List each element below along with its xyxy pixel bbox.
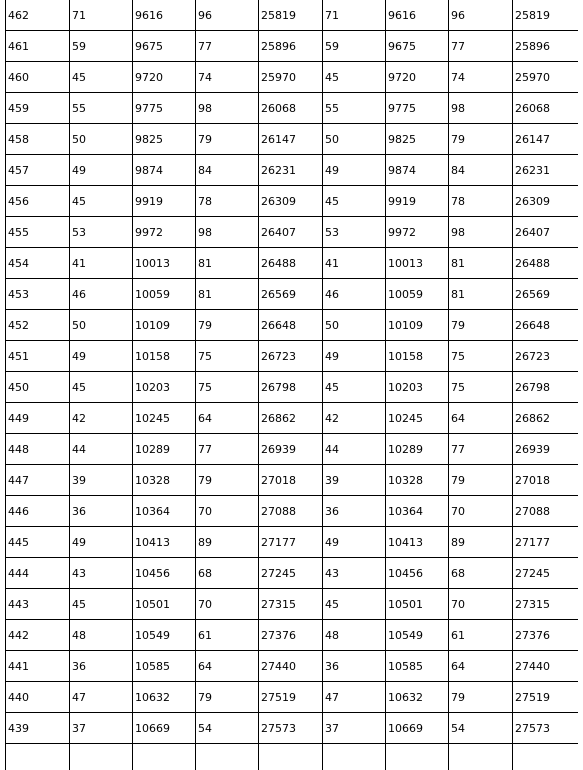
table-cell: 45: [70, 186, 133, 217]
table-cell: 10585: [386, 651, 449, 682]
table-cell: 49: [70, 527, 133, 558]
table-cell: 27177: [513, 527, 579, 558]
table-cell: 42: [323, 403, 386, 434]
table-cell: 10456: [133, 558, 196, 589]
table-cell: 10245: [386, 403, 449, 434]
table-cell: [6, 744, 70, 770]
table-cell: 10059: [133, 279, 196, 310]
table-cell: 9616: [386, 0, 449, 31]
table-cell: 64: [449, 651, 513, 682]
table-cell: 10632: [386, 682, 449, 713]
table-cell: 79: [449, 310, 513, 341]
table-cell: 70: [196, 496, 259, 527]
table-cell: 10632: [133, 682, 196, 713]
table-cell: 9675: [386, 31, 449, 62]
score-table: [5, 0, 578, 770]
table-cell: 26068: [513, 93, 579, 124]
table-cell: 9919: [133, 186, 196, 217]
table-cell: 81: [196, 248, 259, 279]
table-cell: 26231: [513, 155, 579, 186]
table-cell: 45: [70, 62, 133, 93]
table-cell: 10245: [133, 403, 196, 434]
table-cell: 64: [196, 403, 259, 434]
table-row: [6, 155, 579, 186]
table-cell: 43: [323, 558, 386, 589]
table-cell: 26723: [259, 341, 323, 372]
table-row: [6, 589, 579, 620]
table-cell: 26648: [259, 310, 323, 341]
table-cell: 54: [196, 713, 259, 744]
table-cell: 445: [6, 527, 70, 558]
table-cell: 10501: [386, 589, 449, 620]
table-cell: 68: [196, 558, 259, 589]
table-cell: 84: [449, 155, 513, 186]
table-cell: [259, 744, 323, 770]
table-cell: 53: [323, 217, 386, 248]
table-cell: 79: [196, 465, 259, 496]
table-row: [6, 248, 579, 279]
table-cell: 27376: [259, 620, 323, 651]
table-row: [6, 403, 579, 434]
table-cell: 98: [196, 93, 259, 124]
table-cell: 68: [449, 558, 513, 589]
table-cell: 81: [196, 279, 259, 310]
table-cell: 27088: [259, 496, 323, 527]
table-cell: 53: [70, 217, 133, 248]
table-cell: 79: [196, 682, 259, 713]
table-cell: 27440: [513, 651, 579, 682]
table-cell: 25819: [513, 0, 579, 31]
table-cell: 10203: [133, 372, 196, 403]
table-cell: 55: [323, 93, 386, 124]
table-cell: 27245: [513, 558, 579, 589]
table-cell: 27315: [259, 589, 323, 620]
table-cell: 10289: [386, 434, 449, 465]
table-cell: 74: [449, 62, 513, 93]
table-cell: 454: [6, 248, 70, 279]
table-cell: 89: [449, 527, 513, 558]
table-body: [6, 0, 579, 770]
table-cell: 49: [70, 155, 133, 186]
table-cell: 71: [323, 0, 386, 31]
table-cell: 9919: [386, 186, 449, 217]
table-cell: 447: [6, 465, 70, 496]
table-cell: 59: [323, 31, 386, 62]
table-cell: 77: [449, 434, 513, 465]
table-cell: 10585: [133, 651, 196, 682]
table-row: [6, 62, 579, 93]
table-cell: 41: [323, 248, 386, 279]
table-cell: 70: [449, 496, 513, 527]
table-cell: 78: [449, 186, 513, 217]
table-cell: 457: [6, 155, 70, 186]
table-row: [6, 496, 579, 527]
table-cell: 459: [6, 93, 70, 124]
table-cell: 70: [449, 589, 513, 620]
table-cell: 45: [70, 372, 133, 403]
table-cell: 75: [449, 341, 513, 372]
table-cell: 45: [323, 589, 386, 620]
table-cell: 26309: [259, 186, 323, 217]
table-cell: 439: [6, 713, 70, 744]
table-row: [6, 620, 579, 651]
table-cell: 10549: [133, 620, 196, 651]
table-cell: 26939: [259, 434, 323, 465]
table-cell: 26798: [513, 372, 579, 403]
table-cell: 27573: [259, 713, 323, 744]
table-cell: [133, 744, 196, 770]
table-cell: 27315: [513, 589, 579, 620]
table-cell: 49: [70, 341, 133, 372]
table-cell: 10501: [133, 589, 196, 620]
table-row: [6, 310, 579, 341]
table-cell: 10059: [386, 279, 449, 310]
table-cell: 84: [196, 155, 259, 186]
table-cell: 36: [323, 651, 386, 682]
table-cell: 455: [6, 217, 70, 248]
table-cell: 36: [70, 496, 133, 527]
table-cell: 74: [196, 62, 259, 93]
table-cell: 79: [196, 124, 259, 155]
table-cell: 39: [323, 465, 386, 496]
table-row: [6, 217, 579, 248]
table-cell: 79: [196, 310, 259, 341]
table-cell: 37: [323, 713, 386, 744]
table-cell: 96: [449, 0, 513, 31]
table-cell: 26862: [259, 403, 323, 434]
table-cell: 10328: [133, 465, 196, 496]
table-cell: 9874: [133, 155, 196, 186]
table-cell: 26407: [259, 217, 323, 248]
table-cell: 446: [6, 496, 70, 527]
table-cell: 9675: [133, 31, 196, 62]
table-cell: 10669: [386, 713, 449, 744]
table-row: [6, 0, 579, 31]
table-cell: 45: [70, 589, 133, 620]
table-cell: 10549: [386, 620, 449, 651]
table-cell: 26407: [513, 217, 579, 248]
table-row: [6, 713, 579, 744]
table-row: [6, 527, 579, 558]
table-cell: 10456: [386, 558, 449, 589]
table-cell: 79: [449, 682, 513, 713]
table-cell: 98: [196, 217, 259, 248]
table-cell: 44: [70, 434, 133, 465]
table-row: [6, 31, 579, 62]
table-cell: 79: [449, 124, 513, 155]
table-cell: 47: [70, 682, 133, 713]
table-cell: 77: [449, 31, 513, 62]
table-cell: 26798: [259, 372, 323, 403]
table-cell: 41: [70, 248, 133, 279]
table-cell: 443: [6, 589, 70, 620]
table-cell: [323, 744, 386, 770]
table-cell: 26147: [513, 124, 579, 155]
table-cell: 456: [6, 186, 70, 217]
table-cell: 47: [323, 682, 386, 713]
table-cell: 75: [196, 341, 259, 372]
table-cell: 26231: [259, 155, 323, 186]
table-cell: 9972: [386, 217, 449, 248]
table-cell: 61: [196, 620, 259, 651]
table-cell: 441: [6, 651, 70, 682]
table-cell: 27519: [259, 682, 323, 713]
table-cell: 462: [6, 0, 70, 31]
table-cell: 27088: [513, 496, 579, 527]
table-cell: 9825: [133, 124, 196, 155]
table-cell: 452: [6, 310, 70, 341]
table-cell: 27440: [259, 651, 323, 682]
table-cell: 449: [6, 403, 70, 434]
table-cell: 26147: [259, 124, 323, 155]
document-page: [5, 0, 578, 770]
table-cell: 50: [323, 124, 386, 155]
table-cell: 10364: [386, 496, 449, 527]
table-cell: 37: [70, 713, 133, 744]
table-cell: 64: [449, 403, 513, 434]
table-row: [6, 682, 579, 713]
table-row: [6, 93, 579, 124]
table-row: [6, 279, 579, 310]
table-cell: 54: [449, 713, 513, 744]
table-cell: 9874: [386, 155, 449, 186]
table-cell: [70, 744, 133, 770]
table-cell: 48: [70, 620, 133, 651]
table-cell: 25970: [259, 62, 323, 93]
table-cell: 50: [70, 124, 133, 155]
table-cell: 50: [70, 310, 133, 341]
table-row: [6, 465, 579, 496]
table-cell: 49: [323, 341, 386, 372]
table-cell: 27519: [513, 682, 579, 713]
table-row: [6, 434, 579, 465]
table-cell: 10413: [133, 527, 196, 558]
table-cell: 26569: [513, 279, 579, 310]
table-cell: 64: [196, 651, 259, 682]
table-cell: 9775: [386, 93, 449, 124]
table-cell: 26488: [513, 248, 579, 279]
table-cell: 45: [323, 186, 386, 217]
table-cell: 9775: [133, 93, 196, 124]
table-cell: 440: [6, 682, 70, 713]
table-cell: 98: [449, 217, 513, 248]
table-cell: 27018: [513, 465, 579, 496]
table-cell: 444: [6, 558, 70, 589]
table-cell: 44: [323, 434, 386, 465]
table-cell: 70: [196, 589, 259, 620]
table-cell: 26068: [259, 93, 323, 124]
table-cell: 78: [196, 186, 259, 217]
table-cell: 9720: [386, 62, 449, 93]
table-cell: 98: [449, 93, 513, 124]
table-cell: [196, 744, 259, 770]
table-cell: 25896: [259, 31, 323, 62]
table-cell: 453: [6, 279, 70, 310]
table-cell: 26939: [513, 434, 579, 465]
table-cell: 26488: [259, 248, 323, 279]
table-cell: 39: [70, 465, 133, 496]
table-cell: 36: [323, 496, 386, 527]
table-cell: 71: [70, 0, 133, 31]
table-cell: 89: [196, 527, 259, 558]
table-cell: 27573: [513, 713, 579, 744]
table-cell: 10203: [386, 372, 449, 403]
table-cell: 26723: [513, 341, 579, 372]
table-cell: 26862: [513, 403, 579, 434]
table-cell: 77: [196, 31, 259, 62]
table-cell: 10289: [133, 434, 196, 465]
table-cell: 43: [70, 558, 133, 589]
table-cell: 451: [6, 341, 70, 372]
table-cell: 26309: [513, 186, 579, 217]
table-cell: 10413: [386, 527, 449, 558]
table-cell: 27177: [259, 527, 323, 558]
table-cell: 10013: [386, 248, 449, 279]
table-cell: 9616: [133, 0, 196, 31]
table-cell: 10669: [133, 713, 196, 744]
table-cell: 75: [449, 372, 513, 403]
table-cell: 49: [323, 155, 386, 186]
table-cell: 46: [323, 279, 386, 310]
table-cell: 460: [6, 62, 70, 93]
table-row: [6, 558, 579, 589]
table-cell: 46: [70, 279, 133, 310]
table-cell: 61: [449, 620, 513, 651]
table-row: [6, 186, 579, 217]
table-cell: 59: [70, 31, 133, 62]
table-cell: 55: [70, 93, 133, 124]
table-cell: 27376: [513, 620, 579, 651]
table-cell: 45: [323, 372, 386, 403]
table-cell: 10158: [133, 341, 196, 372]
table-cell: 27245: [259, 558, 323, 589]
table-cell: 448: [6, 434, 70, 465]
table-cell: 10109: [133, 310, 196, 341]
table-cell: 10328: [386, 465, 449, 496]
table-row: [6, 744, 579, 770]
table-cell: [513, 744, 579, 770]
table-cell: 458: [6, 124, 70, 155]
table-cell: 10109: [386, 310, 449, 341]
table-row: [6, 341, 579, 372]
table-cell: 10013: [133, 248, 196, 279]
table-cell: 10364: [133, 496, 196, 527]
table-cell: 45: [323, 62, 386, 93]
table-cell: [386, 744, 449, 770]
table-cell: 450: [6, 372, 70, 403]
table-cell: 25970: [513, 62, 579, 93]
table-cell: 26569: [259, 279, 323, 310]
table-cell: 36: [70, 651, 133, 682]
table-cell: 25819: [259, 0, 323, 31]
table-row: [6, 124, 579, 155]
table-cell: 75: [196, 372, 259, 403]
table-cell: 81: [449, 279, 513, 310]
table-cell: 9972: [133, 217, 196, 248]
table-cell: 9825: [386, 124, 449, 155]
table-cell: 77: [196, 434, 259, 465]
table-cell: 10158: [386, 341, 449, 372]
table-cell: 25896: [513, 31, 579, 62]
table-cell: 81: [449, 248, 513, 279]
table-cell: 442: [6, 620, 70, 651]
table-cell: 461: [6, 31, 70, 62]
table-row: [6, 372, 579, 403]
table-cell: 26648: [513, 310, 579, 341]
table-cell: 9720: [133, 62, 196, 93]
table-cell: 42: [70, 403, 133, 434]
table-cell: 96: [196, 0, 259, 31]
table-cell: 79: [449, 465, 513, 496]
table-cell: 50: [323, 310, 386, 341]
table-cell: 27018: [259, 465, 323, 496]
table-cell: 48: [323, 620, 386, 651]
table-cell: [449, 744, 513, 770]
table-row: [6, 651, 579, 682]
table-cell: 49: [323, 527, 386, 558]
